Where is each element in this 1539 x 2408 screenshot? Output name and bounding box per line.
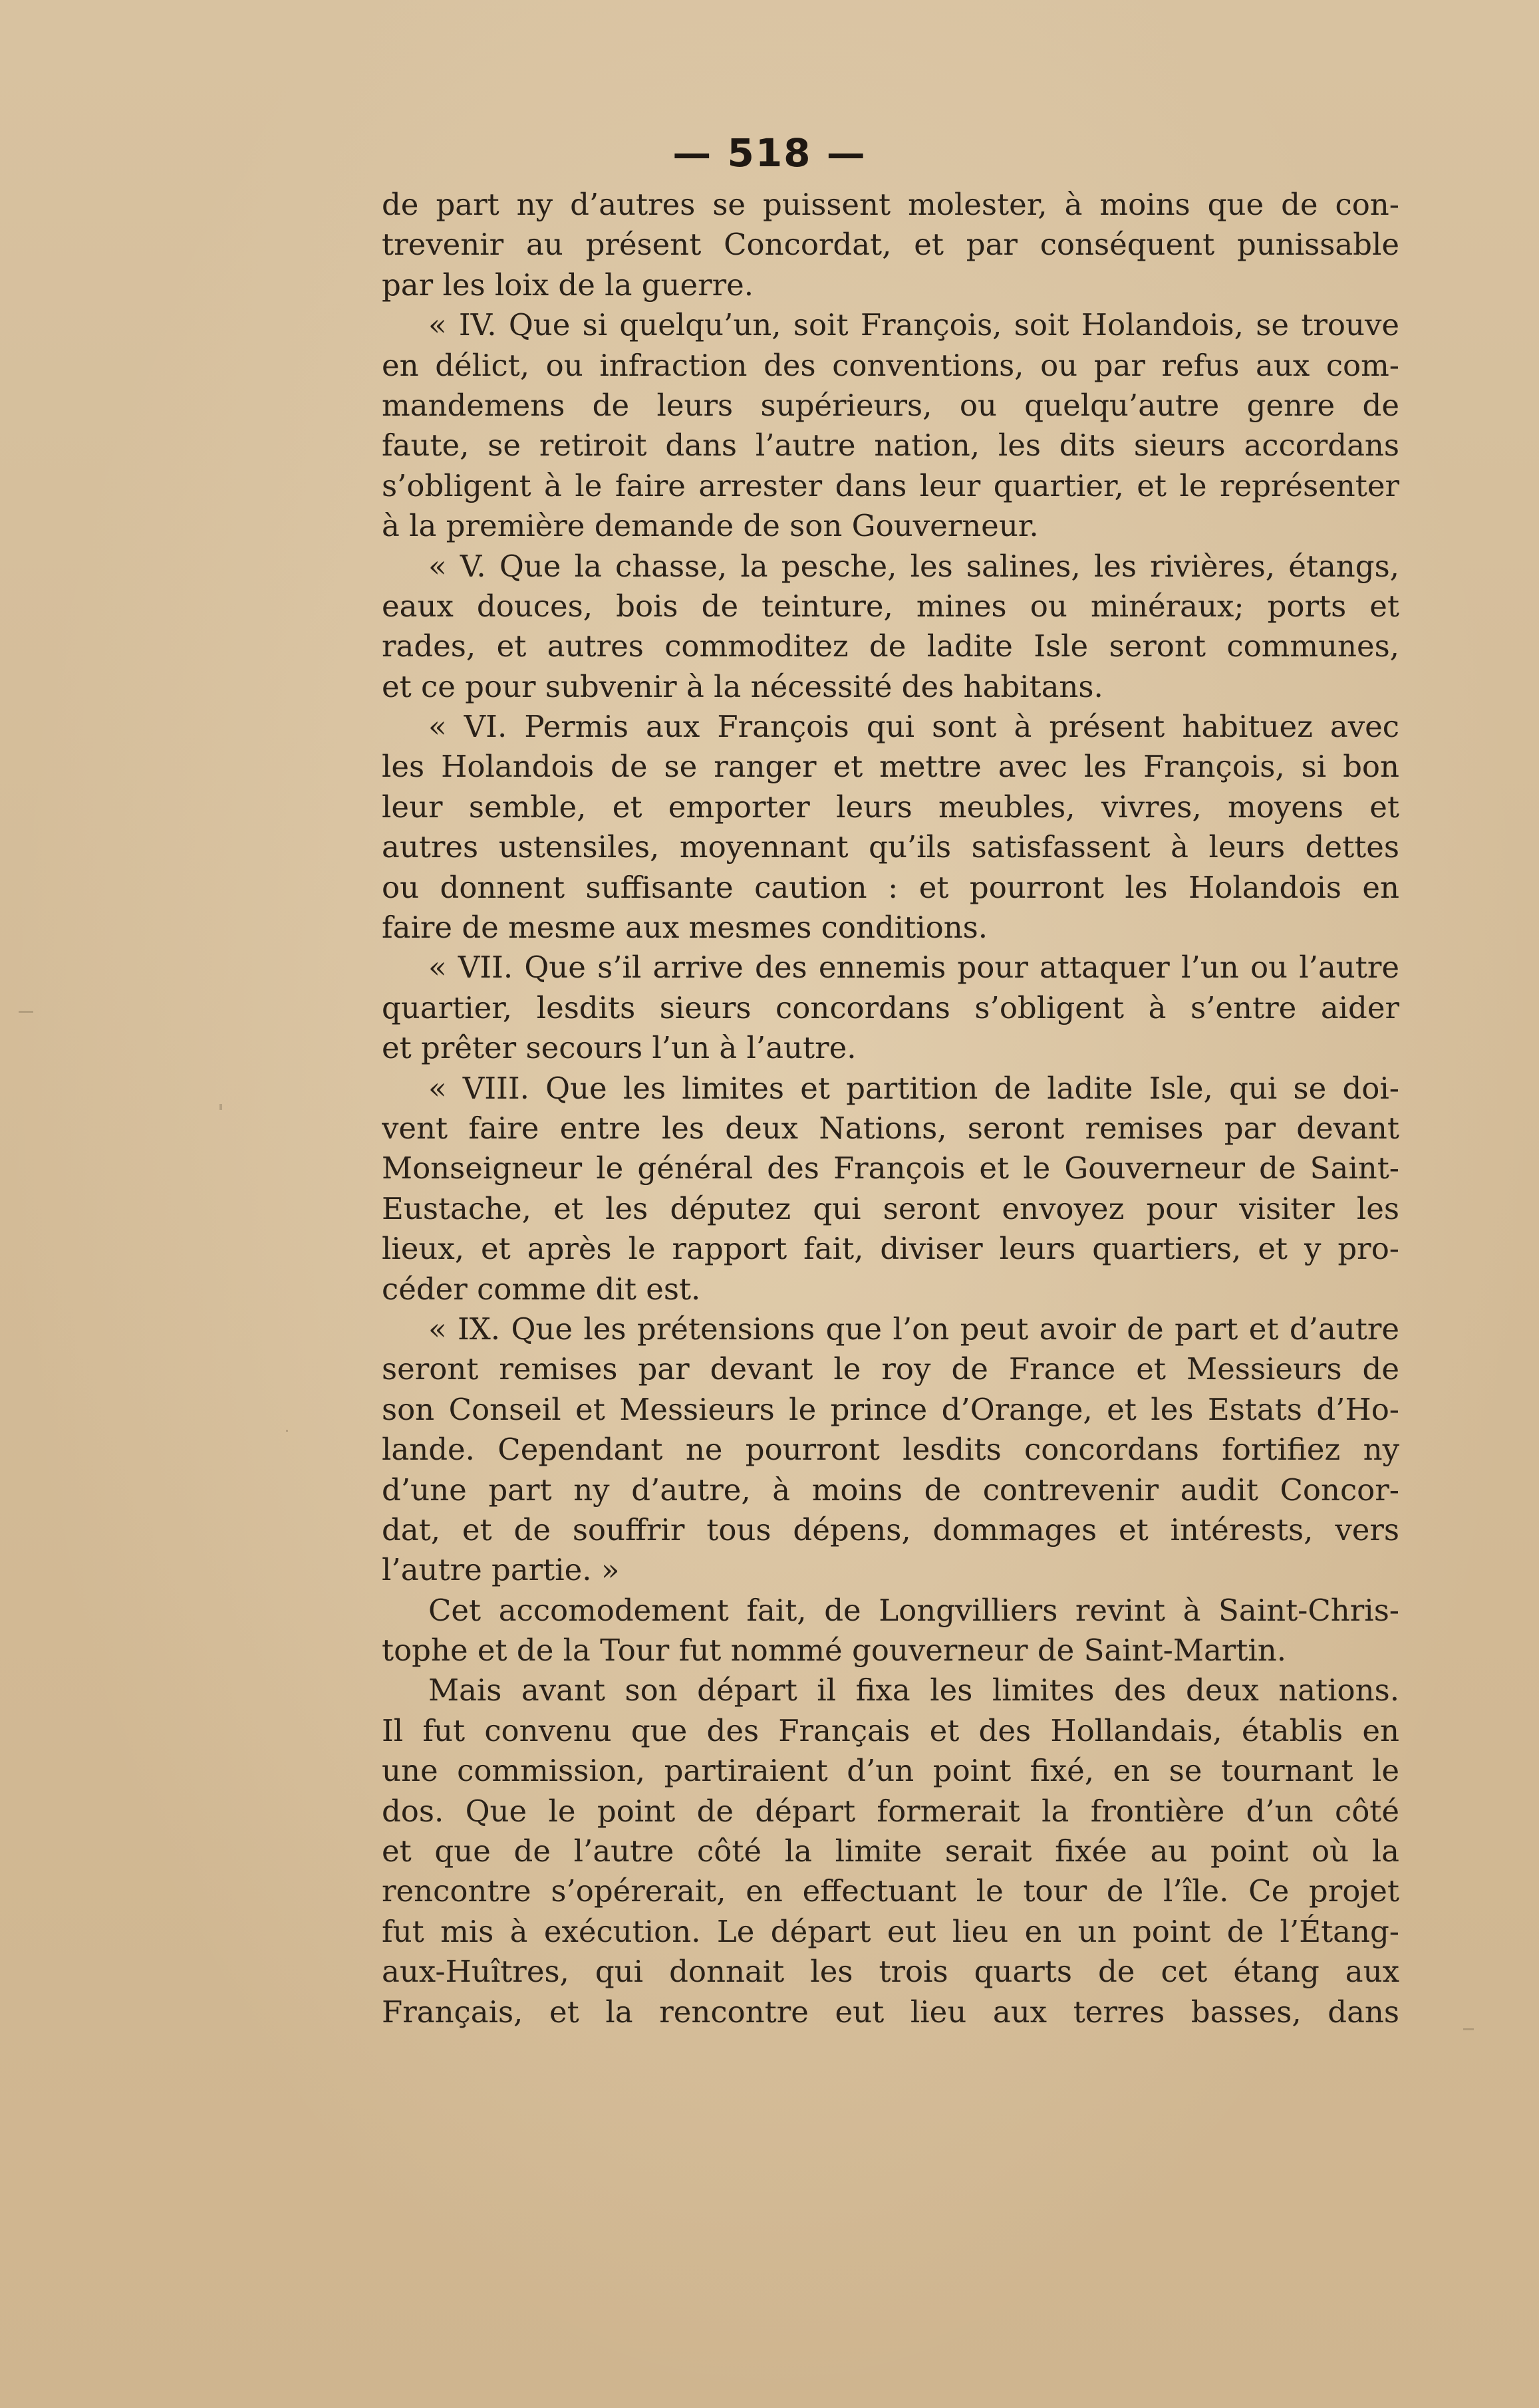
text-line: par les loix de la guerre.	[382, 267, 754, 303]
page-number: — 518 —	[672, 130, 867, 176]
text-line: « VI. Permis aux François qui sont à présent habituez avec	[428, 709, 1399, 745]
text-line: Mais avant son départ il fixa les limites des deux nations.	[428, 1672, 1399, 1708]
text-line: ou donnent suffisante caution : et pourront les Holandois en	[382, 869, 1399, 905]
text-line: lieux, et après le rapport fait, diviser leurs quartiers, et y pro-	[382, 1231, 1399, 1267]
text-line: d’une part ny d’autre, à moins de contrevenir audit Concor-	[382, 1472, 1399, 1508]
text-line: Français, et la rencontre eut lieu aux terres basses, dans	[382, 1994, 1399, 2030]
text-line: aux-Huîtres, qui donnait les trois quarts de cet étang aux	[382, 1954, 1399, 1990]
text-line: et ce pour subvenir à la nécessité des habitans.	[382, 668, 1103, 704]
text-line: Monseigneur le général des François et le Gouverneur de Saint-	[382, 1150, 1399, 1186]
text-line: l’autre partie. »	[382, 1552, 620, 1588]
text-line: dat, et de souffrir tous dépens, dommages et intérests, vers	[382, 1512, 1399, 1547]
text-line: seront remises par devant le roy de France et Messieurs de	[382, 1351, 1399, 1387]
text-line: « V. Que la chasse, la pesche, les salines, les rivières, étangs,	[428, 548, 1399, 584]
paper-speck	[19, 1011, 33, 1013]
paper-speck	[219, 1104, 222, 1110]
text-line: quartier, lesdits sieurs concordans s’obligent à s’entre aider	[382, 990, 1399, 1025]
text-line: mandemens de leurs supérieurs, ou quelqu’autre genre de	[382, 387, 1399, 423]
text-line: Il fut convenu que des Français et des Hollandais, établis en	[382, 1712, 1399, 1748]
text-line: son Conseil et Messieurs le prince d’Orange, et les Estats d’Ho-	[382, 1391, 1399, 1427]
text-line: eaux douces, bois de teinture, mines ou minéraux; ports et	[382, 588, 1399, 624]
text-line: à la première demande de son Gouverneur.	[382, 508, 1039, 544]
page-body-text	[382, 185, 1399, 2032]
text-line: vent faire entre les deux Nations, seront remises par devant	[382, 1110, 1399, 1146]
text-line: céder comme dit est.	[382, 1271, 701, 1307]
text-line: une commission, partiraient d’un point fixé, en se tournant le	[382, 1753, 1399, 1789]
text-line: lande. Cependant ne pourront lesdits concordans fortifiez ny	[382, 1432, 1399, 1468]
text-line: leur semble, et emporter leurs meubles, vivres, moyens et	[382, 789, 1399, 825]
text-line: et prêter secours l’un à l’autre.	[382, 1030, 857, 1066]
text-line: Eustache, et les députez qui seront envoyez pour visiter les	[382, 1190, 1399, 1226]
text-line: rencontre s’opérerait, en effectuant le tour de l’île. Ce projet	[382, 1873, 1399, 1909]
text-line: « IV. Que si quelqu’un, soit François, soit Holandois, se trouve	[428, 307, 1399, 343]
text-line: trevenir au présent Concordat, et par conséquent punissable	[382, 227, 1399, 263]
text-line: autres ustensiles, moyennant qu’ils satisfassent à leurs dettes	[382, 829, 1399, 865]
paper-speck	[1463, 2028, 1474, 2030]
text-line: et que de l’autre côté la limite serait fixée au point où la	[382, 1833, 1399, 1869]
text-line: Cet accomodement fait, de Longvilliers revint à Saint-Chris-	[428, 1592, 1399, 1628]
text-line: rades, et autres commoditez de ladite Isle seront communes,	[382, 628, 1399, 664]
text-line: s’obligent à le faire arrester dans leur quartier, et le représenter	[382, 468, 1399, 503]
text-line: en délict, ou infraction des conventions, ou par refus aux com-	[382, 347, 1399, 383]
paper-speck	[286, 1430, 288, 1432]
text-line: de part ny d’autres se puissent molester, à moins que de con-	[382, 187, 1399, 222]
text-line: faire de mesme aux mesmes conditions.	[382, 910, 988, 946]
text-line: fut mis à exécution. Le départ eut lieu en un point de l’Étang-	[382, 1913, 1399, 1949]
text-line: faute, se retiroit dans l’autre nation, les dits sieurs accordans	[382, 428, 1399, 464]
text-line: tophe et de la Tour fut nommé gouverneur de Saint-Martin.	[382, 1633, 1287, 1669]
text-line: « VIII. Que les limites et partition de ladite Isle, qui se doi-	[428, 1070, 1399, 1106]
text-line: dos. Que le point de départ formerait la frontière d’un côté	[382, 1793, 1399, 1829]
text-line: « VII. Que s’il arrive des ennemis pour attaquer l’un ou l’autre	[428, 950, 1399, 986]
text-line: « IX. Que les prétensions que l’on peut avoir de part et d’autre	[428, 1311, 1399, 1347]
text-line: les Holandois de se ranger et mettre avec les François, si bon	[382, 749, 1399, 785]
